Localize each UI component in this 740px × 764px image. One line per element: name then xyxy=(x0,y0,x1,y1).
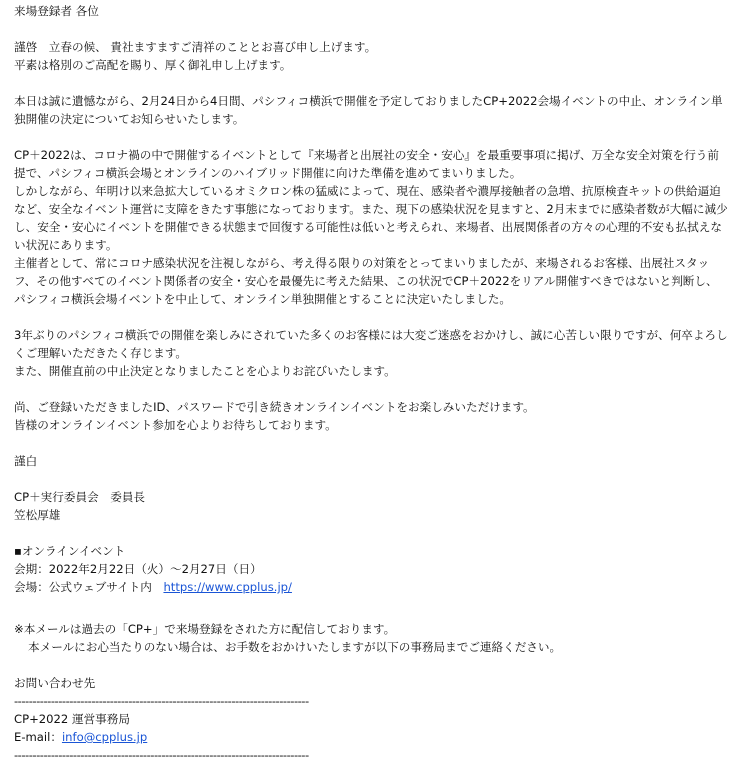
notice-line: ※本メールは過去の「CP+」で来場登録をされた方に配信しております。 xyxy=(14,622,396,636)
divider: -------------------------------------------------------------------------------- xyxy=(14,694,309,708)
online-info-line: 皆様のオンラインイベント参加を心よりお待ちしております。 xyxy=(14,418,337,432)
signature-name: 笠松厚雄 xyxy=(14,508,61,522)
closing-word: 謹白 xyxy=(14,454,38,468)
salutation: 来場登録者 各位 xyxy=(14,4,99,18)
contact-email-row xyxy=(14,728,728,746)
event-period: 会期：2022年2月22日（火）〜2月27日（日） xyxy=(14,562,262,576)
divider: -------------------------------------------------------------------------------- xyxy=(14,748,309,762)
contact-heading: お問い合わせ先 xyxy=(14,676,96,690)
event-venue-label: 会場：公式ウェブサイト内 xyxy=(14,580,164,594)
email-link[interactable]: info@cpplus.jp xyxy=(61,730,148,744)
signature-org: CP＋実行委員会 委員長 xyxy=(14,490,146,504)
greeting-line: 平素は格別のご高配を賜り、厚く御礼申し上げます。 xyxy=(14,58,292,72)
notice-line: 本メールにお心当たりのない場合は、お手数をおかけいたしますが以下の事務局までご連絡ください。 xyxy=(28,640,562,654)
online-info-line: 尚、ご登録いただきましたID、パスワードで引き続きオンラインイベントをお楽しみいただけます。 xyxy=(14,400,535,414)
event-venue xyxy=(14,578,728,596)
body-paragraph: CP＋2022は、コロナ禍の中で開催するイベントとして『来場者と出展社の安全・安心』を最重要事項に掲げ、万全な安全対策を行う前提で、パシフィコ横浜会場とオンラインのハイブリッド開催に向けた準備を進めてまいりました。 xyxy=(14,148,719,180)
body-paragraph: 主催者として、常にコロナ感染状況を注視しながら、考え得る限りの対策をとってまいりましたが、来場されるお客様、出展社スタッフ、その他すべてのイベント関係者の安全・安心を最優先に考えた結果、この状況でCP＋2022をリアル開催すべきではないと判断し、パシフィコ横浜会場イベントを中止して、オンライン単独開催とすることに決定いたしました。 xyxy=(14,256,718,306)
intro-paragraph: 本日は誠に遺憾ながら、2月24日から4日間、パシフィコ横浜で開催を予定しておりましたCP+2022会場イベントの中止、オンライン単独開催の決定についてお知らせいたします。 xyxy=(14,94,723,126)
apology-paragraph: 3年ぶりのパシフィコ横浜での開催を楽しみにされていた多くのお客様には大変ご迷惑をおかけし、誠に心苦しい限りですが、何卒よろしくご理解いただきたく存じます。 xyxy=(14,328,728,360)
contact-email-label: E-mail： xyxy=(14,730,62,744)
greeting-line: 謹啓 立春の候、 貴社ますますご清祥のこととお喜び申し上げます。 xyxy=(14,40,377,54)
contact-office: CP+2022 運営事務局 xyxy=(14,712,130,726)
venue-link[interactable]: https://www.cpplus.jp/ xyxy=(163,580,292,594)
apology-line: また、開催直前の中止決定となりましたことを心よりお詫びいたします。 xyxy=(14,364,396,378)
body-paragraph: しかしながら、年明け以来急拡大しているオミクロン株の猛威によって、現在、感染者や濃厚接触者の急増、抗原検査キットの供給逼迫など、安全なイベント運営に支障をきたす事態になっております。また、現下の感染状況を見ますと、2月末までに感染者数が大幅に減少し、安全・安心にイベントを開催できる状態まで回復する可能性は低いと考えられ、来場者、出展関係者の方々の心理的不安も払拭えない状況にあります。 xyxy=(14,184,728,252)
event-heading: ▪オンラインイベント xyxy=(14,544,126,558)
